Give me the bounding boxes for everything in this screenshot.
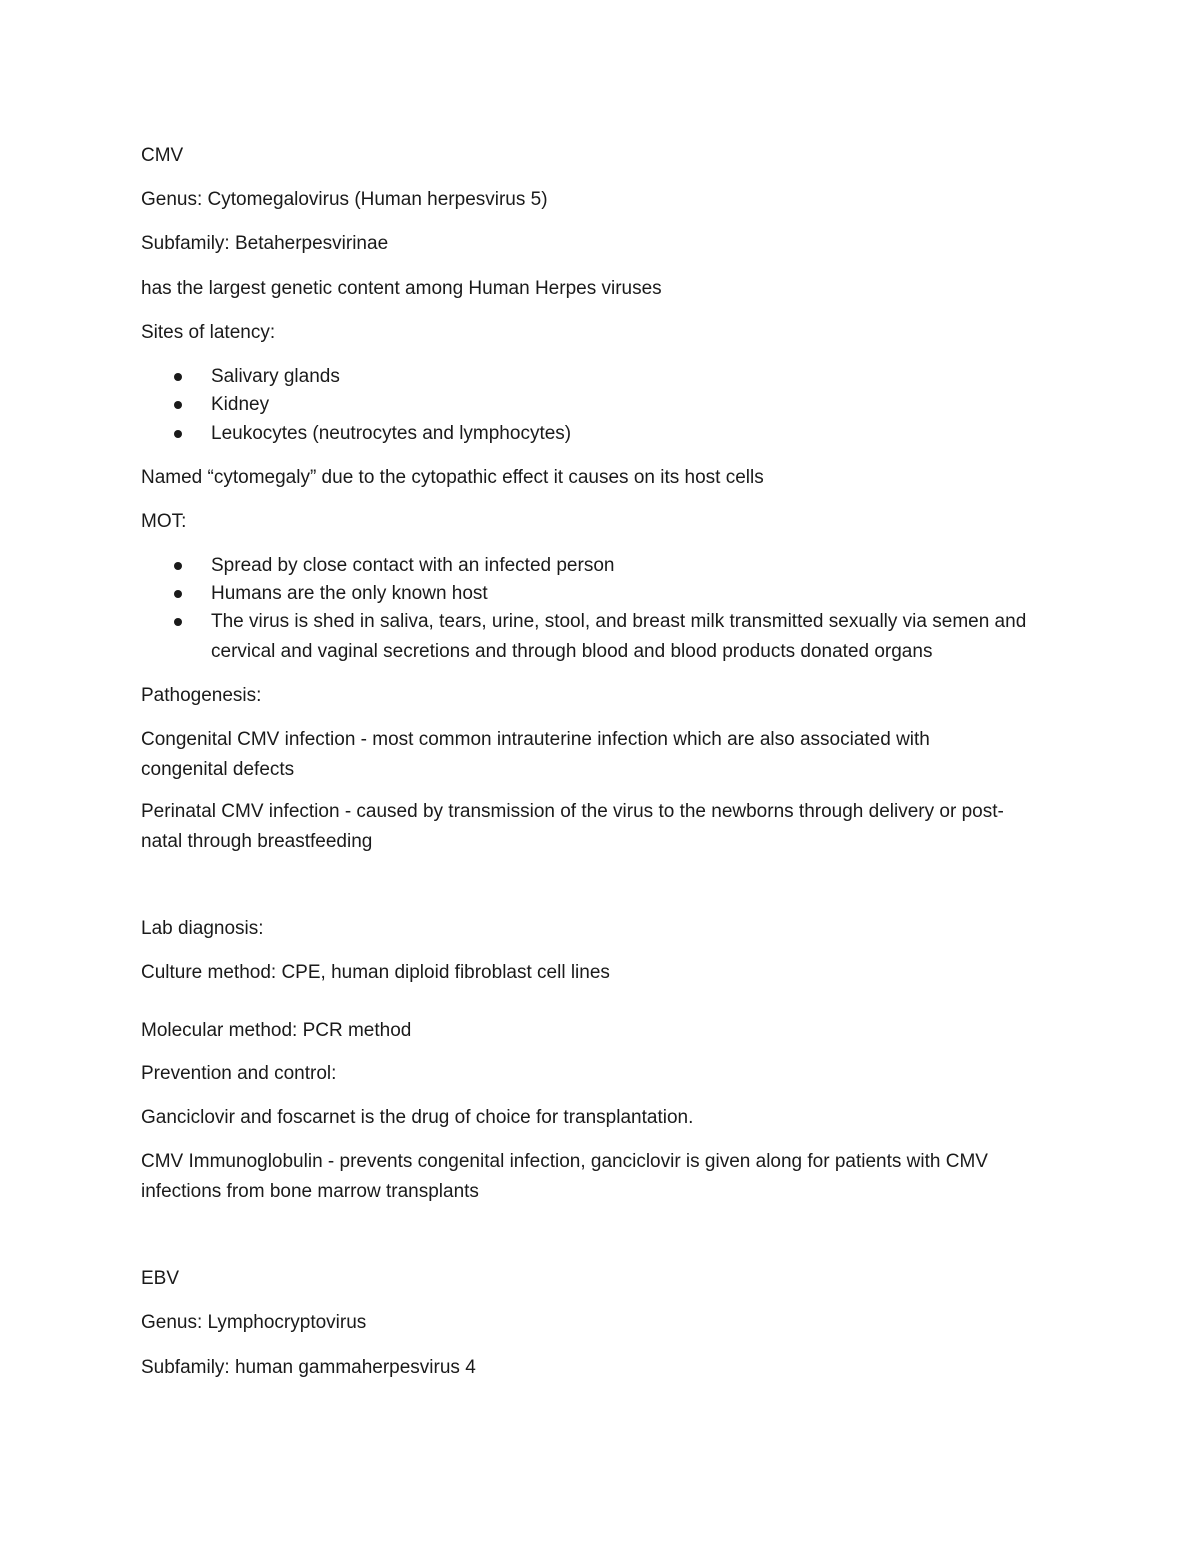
- cmv-subfamily: Subfamily: Betaherpesvirinae: [141, 233, 389, 254]
- congenital-paragraph: Congenital CMV infection - most common intrauterine infection which are also associated with congenital defects: [141, 729, 930, 780]
- bullet-icon: [174, 562, 182, 570]
- immunoglobulin-paragraph: CMV Immunoglobulin - prevents congenital infection, ganciclovir is given along for patients with CMV infections from bone marrow transplants: [141, 1151, 988, 1202]
- molecular-method: Molecular method: PCR method: [141, 1020, 412, 1041]
- bullet-icon: [174, 430, 182, 438]
- bullet-icon: [174, 401, 182, 409]
- latency-label: Sites of latency:: [141, 322, 276, 343]
- mot-label: MOT:: [141, 511, 187, 532]
- culture-method: Culture method: CPE, human diploid fibroblast cell lines: [141, 962, 610, 983]
- ebv-genus: Genus: Lymphocryptovirus: [141, 1312, 367, 1333]
- perinatal-paragraph: Perinatal CMV infection - caused by transmission of the virus to the newborns through delivery or post- natal through breastfeeding: [141, 801, 1004, 852]
- ebv-subfamily: Subfamily: human gammaherpesvirus 4: [141, 1357, 476, 1378]
- cmv-genetic-content: has the largest genetic content among Human Herpes viruses: [141, 278, 662, 299]
- ganciclovir-text: Ganciclovir and foscarnet is the drug of choice for transplantation.: [141, 1107, 694, 1128]
- bullet-icon: [174, 618, 182, 626]
- mot-list-item: The virus is shed in saliva, tears, urine, stool, and breast milk transmitted sexually via semen and cervical and vaginal secretions and through blood and blood products donated organs: [211, 607, 1071, 667]
- lab-diagnosis-label: Lab diagnosis:: [141, 918, 264, 939]
- ebv-heading: EBV: [141, 1268, 180, 1289]
- bullet-icon: [174, 373, 182, 381]
- prevention-label: Prevention and control:: [141, 1063, 337, 1084]
- latency-list-item: Leukocytes (neutrocytes and lymphocytes): [211, 419, 1071, 449]
- cmv-heading: CMV: [141, 145, 184, 166]
- cmv-genus: Genus: Cytomegalovirus (Human herpesvirus 5): [141, 189, 548, 210]
- pathogenesis-label: Pathogenesis:: [141, 685, 262, 706]
- mot-list-item: Spread by close contact with an infected person: [211, 551, 1071, 581]
- latency-list-item: Kidney: [211, 390, 1071, 420]
- latency-list-item: Salivary glands: [211, 362, 1071, 392]
- bullet-icon: [174, 590, 182, 598]
- mot-list-item: Humans are the only known host: [211, 579, 1071, 609]
- cmv-named: Named “cytomegaly” due to the cytopathic effect it causes on its host cells: [141, 467, 764, 488]
